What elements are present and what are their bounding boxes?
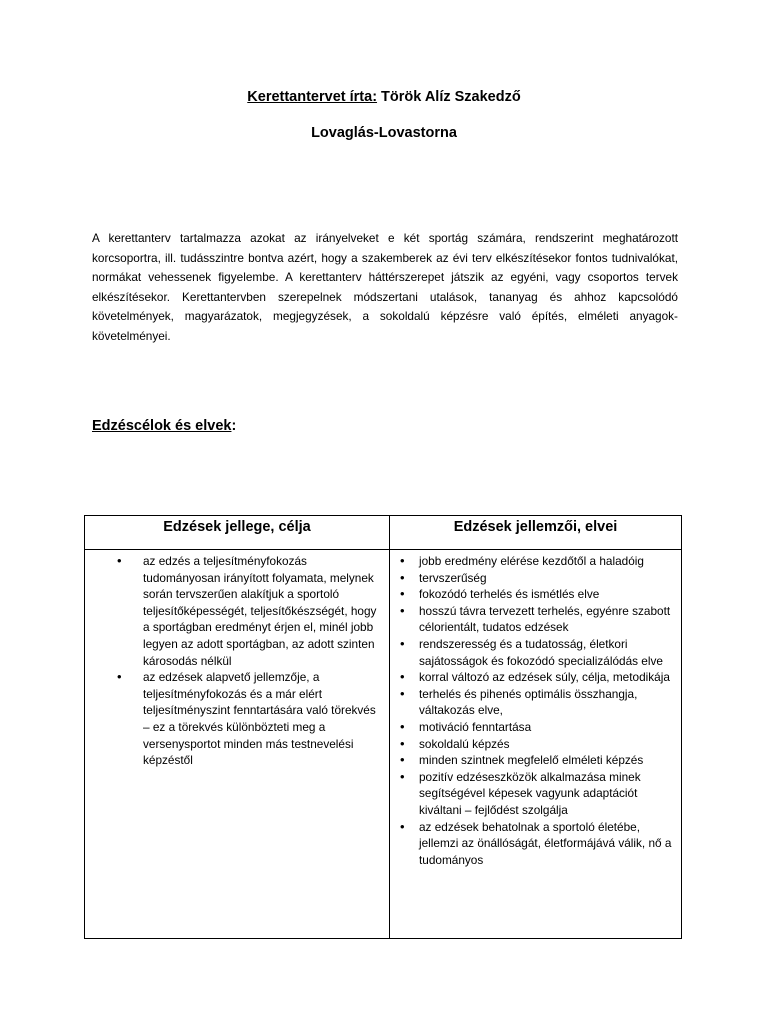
table-cell-character [85,550,390,939]
list-item: • fokozódó terhelés és ismétlés elve [394,586,677,603]
author-name: Török Alíz Szakedző [377,89,521,105]
table-cell-principles [390,550,682,939]
list-item: • terhelés és pihenés optimális összhangja, váltakozás elve, [394,686,677,719]
intro-paragraph: A kerettanterv tartalmazza azokat az irányelveket e két sportág számára, rendszerint meghatározott korcsoportra, ill. tudásszintre bontva azért, hogy a szakemberek az évi terv elkészítésekor fontos tudnivalókat, normákat vehessenek figyelembe. A kerettanterv háttérszerepet játszik az egyéni, vagy csoportos tervek elkészítésekor. Kerettantervben szerepelnek módszertani utalások, tananyag és ahhoz kapcsolódó követelmények, magyarázatok, megjegyzések, a sokoldalú képzésre való építés, elméleti anyagok-követelményei. [92,231,678,343]
table-header-row [85,516,682,550]
list-item: • az edzések behatolnak a sportoló életébe, jellemzi az önállóságát, életformájává válik, nő a tudományos [394,819,677,869]
list-item: • jobb eredmény elérése kezdőtől a haladóig [394,553,677,570]
section-heading-colon: : [231,418,237,434]
section-heading [92,418,236,434]
principles-bullet-list [394,553,677,868]
list-item: • rendszeresség és a tudatosság, életkori sajátosságok és fokozódó specializálódás elve [394,636,677,669]
list-item: • pozitív edzéseszközök alkalmazása minek segítségével képesek vagyunk adaptációt kiváltani – fejlődést szolgálja [394,769,677,819]
list-item: • az edzés a teljesítményfokozás tudományosan irányított folyamata, melynek során tervszerűen alakítjuk a sportoló teljesítőképességét, teljesítőkészségét, hogy a sportágban eredményt érjen el, minél jobb legyen az adott sportágban, az adott szinten károsodás nélkül [89,553,385,669]
author-line [0,89,768,105]
list-item: • az edzések alapvető jellemzője, a teljesítményfokozás és a már elért teljesítményszint fenntartására való törekvés – ez a törekvés különbözteti meg a versenysportot minden más testnevelési képzéstől [89,669,385,769]
table-row [85,550,682,939]
list-item: • sokoldalú képzés [394,736,677,753]
character-bullet-list [89,553,385,769]
list-item: • hosszú távra tervezett terhelés, egyénre szabott célorientált, tudatos edzések [394,603,677,636]
list-item: • motiváció fenntartása [394,719,677,736]
author-label: Kerettantervet írta: [247,89,378,105]
list-item: • tervszerűség [394,570,677,587]
column-header-principles: Edzések jellemzői, elvei [390,516,682,550]
training-goals-table [84,515,682,939]
column-header-character: Edzések jellege, célja [85,516,390,550]
section-heading-text: Edzéscélok és elvek [92,418,232,434]
document-title: Lovaglás-Lovastorna [311,125,457,141]
list-item: • korral változó az edzések súly, célja, metodikája [394,669,677,686]
list-item: • minden szintnek megfelelő elméleti képzés [394,752,677,769]
